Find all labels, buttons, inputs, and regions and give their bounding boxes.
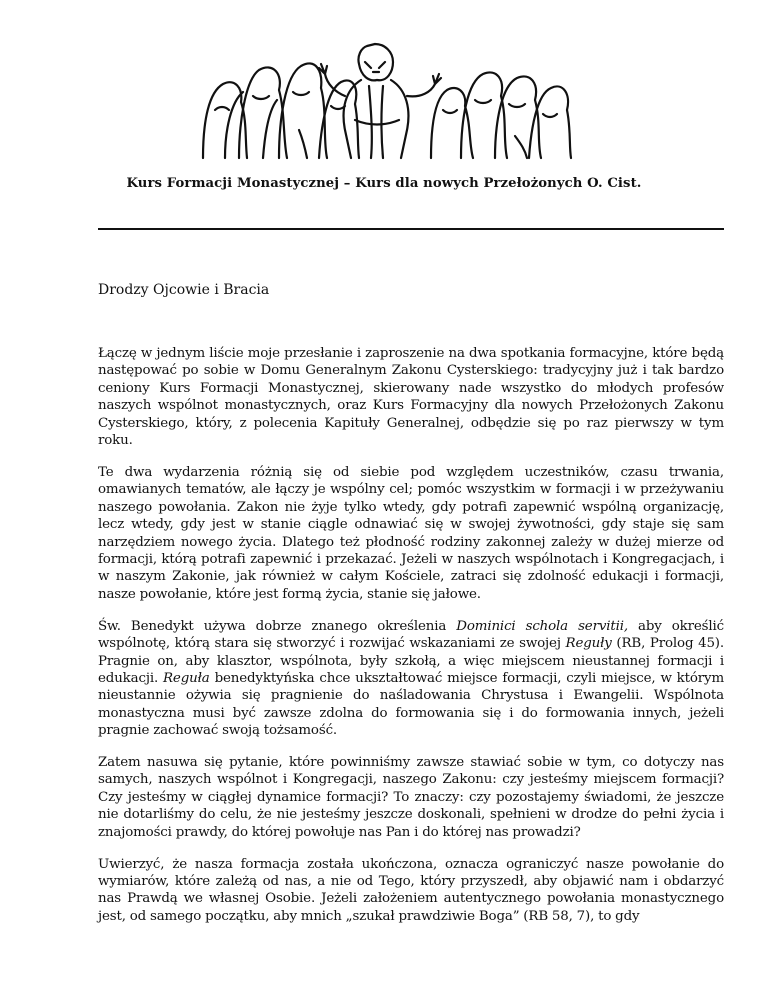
p3-text-a: Św. Benedykt używa dobrze znanego określenia bbox=[98, 618, 457, 634]
letter-body bbox=[98, 345, 724, 925]
p3-text-e: (RB, Prolog 45). Pragnie on, aby klasztor, wspólnota, były szkołą, a więc miejscem nieustannej formacji i edukacji. bbox=[98, 636, 724, 686]
paragraph-4: Zatem nasuwa się pytanie, które powinniśmy zawsze stawiać sobie w tym, co dotyczy nas samych, naszych wspólnot i Kongregacji, naszego Zakonu: czy jesteśmy miejscem formacji? Czy jesteśmy w ciągłej dynamice formacji? To znaczy: czy pozostajemy świadomi, że jeszcze nie dotarliśmy do celu, że nie jesteśmy jeszcze doskonali, spełnieni w drodze do pełni życia i znajomości prawdy, do której powołuje nas Pan i do której nas prowadzi? bbox=[98, 755, 724, 840]
p3-text-g: benedyktyńska chce ukształtować miejsce formacji, czyli miejsce, w którym nieustannie ożywia się pragnienie do naśladowania Chrystusa i Ewangelii. Wspólnota monastyczna musi być zawsze zdolna do formowania się i do formowania innych, jeżeli pragnie zachować swoją tożsamość. bbox=[98, 670, 725, 739]
paragraph-1: Łączę w jednym liście moje przesłanie i zaproszenie na dwa spotkania formacyjne, które będą następować po sobie w Domu Generalnym Zakonu Cysterskiego: tradycyjny już i tak bardzo ceniony Kurs Formacji Monastycznej, skierowany nade wszystko do młodych profesów naszych wspólnot monastycznych, oraz Kurs Formacyjny dla nowych Przełożonych Zakonu Cysterskiego, który, z polecenia Kapituły Generalnej, odbędzie się po raz pierwszy w tym roku. bbox=[98, 346, 724, 449]
p3-latin-phrase: Dominici schola servitii, bbox=[456, 618, 628, 634]
course-title: Kurs Formacji Monastycznej – Kurs dla nowych Przełożonych O. Cist. bbox=[126, 176, 642, 191]
paragraph-3 bbox=[98, 618, 724, 740]
p3-regula-1: Reguły bbox=[565, 636, 612, 652]
p3-text-c: aby określić wspólnotę, którą stara się stworzyć i rozwijać wskazaniami ze swojej bbox=[98, 618, 724, 652]
p3-regula-2: Reguła bbox=[163, 670, 210, 686]
salutation: Drodzy Ojcowie i Bracia bbox=[98, 282, 270, 298]
paragraph-5: Uwierzyć, że nasza formacja została ukończona, oznacza ograniczyć nasze powołanie do wymiarów, które zależą od nas, a nie od Tego, który przyszedł, aby objawić nam i obdarzyć nas Prawdą we własnej Osobie. Jeżeli założeniem autentycznego powołania monastycznego jest, od samego początku, aby mnich „szukał prawdziwie Boga” (RB 58, 7), to gdy bbox=[98, 856, 724, 924]
horizontal-divider bbox=[98, 228, 724, 230]
christ-and-apostles-illustration bbox=[195, 40, 575, 160]
paragraph-2: Te dwa wydarzenia różnią się od siebie pod względem uczestników, czasu trwania, omawianych tematów, ale łączy je wspólny cel; pomóc wszystkim w formacji i w przeżywaniu naszego powołania. Zakon nie żyje tylko wtedy, gdy potrafi zapewnić wspólną organizację, lecz wtedy, gdy jest w stanie ciągle odnawiać się w swojej żywotności, gdy staje się sam narzędziem nowego życia. Dlatego też płodność rodziny zakonnej zależy w dużej mierze od formacji, którą potrafi zapewnić i przekazać. Jeżeli w naszych wspólnotach i Kongregacjach, i w naszym Zakonie, jak również w całym Kościele, zatraci się zdolność edukacji i formacji, nasze powołanie, które jest formą życia, stanie się jałowe. bbox=[98, 464, 724, 602]
